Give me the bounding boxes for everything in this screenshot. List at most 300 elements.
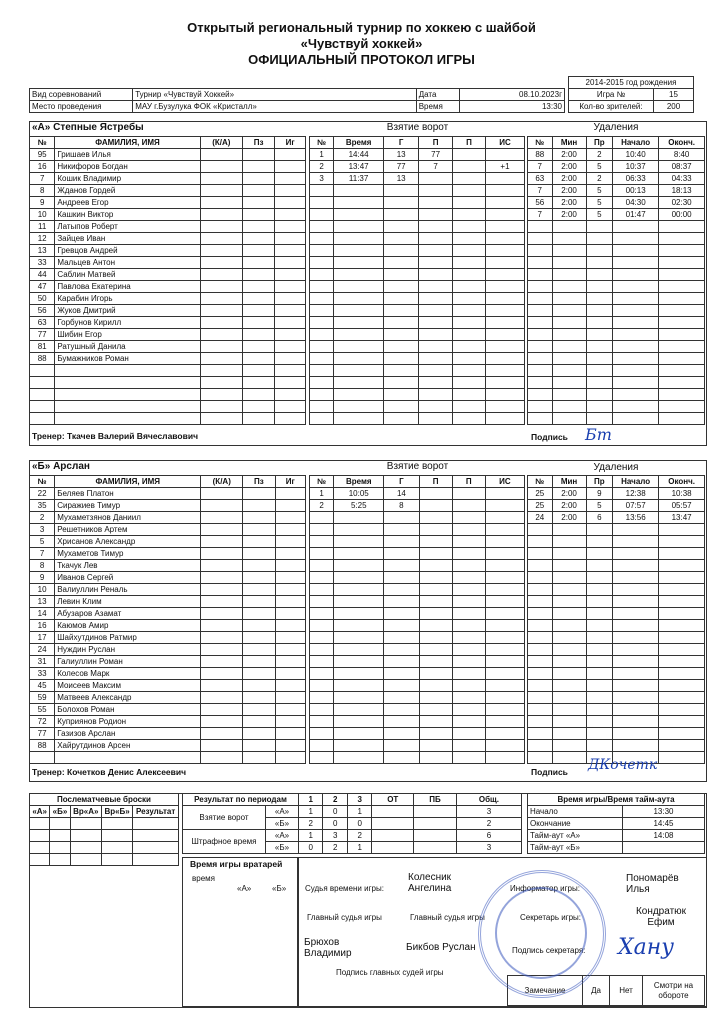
- team-a-roster-pz: [242, 209, 274, 221]
- team-a-roster-number: 56: [30, 305, 55, 317]
- team-a-roster-ig: [275, 293, 306, 305]
- team-b-goal-g: [384, 728, 419, 740]
- team-b-roster-ig: [275, 512, 305, 524]
- team-a-roster-ig: [275, 185, 306, 197]
- goalie-team-b: «Б»: [272, 884, 287, 893]
- team-a-goal-g: [384, 257, 419, 269]
- pen-b-p1: 0: [299, 842, 323, 854]
- team-b-roster-pz: [243, 644, 275, 656]
- team-b-penalty-end: [659, 560, 705, 572]
- team-a-roster-ka: [200, 413, 242, 425]
- team-a-roster-row: [30, 209, 306, 221]
- team-a-roster-pz: [242, 257, 274, 269]
- team-b-roster-ka: [201, 560, 243, 572]
- team-a-roster-ig: [275, 149, 306, 161]
- team-a-goal-time: [334, 353, 384, 365]
- team-b-goal-time: 10:05: [334, 488, 384, 500]
- team-a-penalty-pr: [586, 401, 612, 413]
- team-b-roster-number: 7: [30, 548, 55, 560]
- team-a-goal-no: [310, 269, 334, 281]
- team-b-penalty-min: [552, 572, 586, 584]
- team-a-roster-player-name: Кашкин Виктор: [55, 209, 200, 221]
- team-b-roster-row: [30, 524, 306, 536]
- shootout-col-a: «А»: [30, 806, 50, 818]
- team-a-goal-is: [485, 305, 524, 317]
- team-a-penalty-pr: [586, 329, 612, 341]
- team-a-goal-is: [485, 365, 524, 377]
- timeout-title: Время игры/Время тайм-аута: [528, 794, 705, 806]
- team-a-goal-p2: [452, 161, 485, 173]
- team-a-penalty-row: [528, 245, 705, 257]
- team-a-penalty-row: [528, 185, 705, 197]
- team-b-penalty-row: [528, 644, 705, 656]
- team-a-goal-no: [310, 197, 334, 209]
- team-a-goal-p2: [452, 185, 485, 197]
- team-a-goal-no: [310, 365, 334, 377]
- team-b-penalty-min: 2:00: [552, 500, 586, 512]
- team-b-roster-row: [30, 740, 306, 752]
- team-b-goal-p1: [419, 752, 452, 764]
- team-b-penalties: [527, 475, 705, 764]
- goals-a-total: 3: [456, 806, 521, 818]
- team-a-roster-row: [30, 245, 306, 257]
- team-a-roster-ig: [275, 341, 306, 353]
- team-a-penalty-row: [528, 281, 705, 293]
- team-b-goal-p1: [419, 656, 452, 668]
- team-a-penalty-pr: [586, 365, 612, 377]
- team-b-roster-player-name: Хайрутдинов Арсен: [55, 740, 201, 752]
- team-a-roster-ka: [200, 305, 242, 317]
- team-b-roster-row: [30, 548, 306, 560]
- team-b-goal-g: [384, 716, 419, 728]
- timeout-table: [527, 793, 705, 854]
- team-b-penalty-row: [528, 500, 705, 512]
- team-b-penalties-title: Удаления: [593, 462, 639, 473]
- team-a-goal-p1: [419, 401, 453, 413]
- team-b-goal-row: [310, 704, 525, 716]
- team-a-penalty-end: [659, 269, 705, 281]
- team-b-roster-ig: [275, 560, 305, 572]
- team-a-roster-player-name: Зайцев Иван: [55, 233, 200, 245]
- goalie-team-a: «А»: [237, 884, 252, 893]
- secretary-signature: Хану: [618, 935, 675, 960]
- team-a-goal-row: [310, 401, 525, 413]
- team-a-roster-number: 95: [30, 149, 55, 161]
- team-a-penalty-min: 2:00: [552, 197, 586, 209]
- team-a-goal-is: [485, 293, 524, 305]
- period-col-total: Общ.: [456, 794, 521, 806]
- team-b-penalty-end: [659, 740, 705, 752]
- main-ref2-label: Главный судья игры: [410, 913, 485, 922]
- team-a-penalty-col-3: Начало: [613, 137, 659, 149]
- team-a-goal-p2: [452, 293, 485, 305]
- team-b-penalty-col-0: №: [528, 476, 553, 488]
- team-b-roster-player-name: Сиражиев Тимур: [55, 500, 201, 512]
- team-b-goal-p2: [452, 596, 485, 608]
- team-a-roster-ka: [200, 293, 242, 305]
- team-a-penalty-start: 04:30: [613, 197, 659, 209]
- timeout-a-label: Тайм-аут «А»: [528, 830, 623, 842]
- team-a-roster-pz: [242, 389, 274, 401]
- referees-sign-label: Подпись главных судей игры: [336, 968, 444, 977]
- team-a-penalty-end: [659, 233, 705, 245]
- team-b-roster-row: [30, 500, 306, 512]
- team-b-penalty-row: [528, 620, 705, 632]
- team-b-penalty-row: [528, 680, 705, 692]
- team-a-goals-title: Взятие ворот: [386, 122, 449, 133]
- goals-b-ot: [372, 818, 414, 830]
- team-b-penalty-end: [659, 716, 705, 728]
- team-b-goal-row: [310, 668, 525, 680]
- team-a-penalty-start: [613, 221, 659, 233]
- team-b-goal-no: [310, 512, 334, 524]
- team-b-goal-row: [310, 608, 525, 620]
- team-a-goal-is: [485, 389, 524, 401]
- team-b-penalty-no: [528, 692, 553, 704]
- team-a-roster-row: [30, 197, 306, 209]
- team-b-roster-pz: [243, 728, 275, 740]
- pen-a-p2: 3: [323, 830, 347, 842]
- team-a-roster: [29, 136, 306, 425]
- start-value: 13:30: [623, 806, 705, 818]
- team-b-goal-g: [384, 740, 419, 752]
- team-a-penalty-min: [552, 353, 586, 365]
- team-b-coach-signature: ДКочетк: [588, 757, 658, 773]
- team-b-penalty-col-3: Начало: [613, 476, 659, 488]
- team-a-goal-is: [485, 245, 524, 257]
- team-a-roster-ig: [275, 389, 306, 401]
- team-b-penalty-end: [659, 524, 705, 536]
- team-b-roster-pz: [243, 716, 275, 728]
- team-a-roster-player-name: Павлова Екатерина: [55, 281, 200, 293]
- date-value: 08.10.2023г: [459, 89, 564, 101]
- team-b-roster-ig: [275, 644, 305, 656]
- team-b-roster-ka: [201, 500, 243, 512]
- team-a-roster-col-1: ФАМИЛИЯ, ИМЯ: [55, 137, 200, 149]
- team-a-penalty-start: [613, 305, 659, 317]
- penalty-time-label: Штрафное время: [183, 830, 266, 854]
- team-b-goals: [309, 475, 525, 764]
- team-b-roster-player-name: Куприянов Родион: [55, 716, 201, 728]
- team-b-goal-is: [485, 632, 524, 644]
- team-b-penalty-pr: [586, 692, 612, 704]
- team-b-goal-time: [334, 704, 384, 716]
- pen-b-pb: [414, 842, 457, 854]
- team-a-penalty-end: [659, 329, 705, 341]
- team-a-penalty-pr: [586, 341, 612, 353]
- team-a-goal-g: [384, 353, 419, 365]
- team-a-goal-p1: [419, 185, 453, 197]
- team-a-goal-no: [310, 293, 334, 305]
- team-a-penalty-pr: 5: [586, 161, 612, 173]
- team-b-penalty-end: [659, 596, 705, 608]
- team-a-roster-pz: [242, 281, 274, 293]
- team-b-penalty-end: [659, 656, 705, 668]
- team-a-goal-p1: [419, 221, 453, 233]
- team-b-roster-pz: [243, 752, 275, 764]
- team-a-penalty-end: [659, 317, 705, 329]
- team-b-penalty-end: [659, 536, 705, 548]
- team-a-goal-p1: 7: [419, 161, 453, 173]
- team-a-goal-p2: [452, 221, 485, 233]
- start-label: Начало: [528, 806, 623, 818]
- remark-label: Замечание: [508, 976, 583, 1006]
- team-b-goal-g: [384, 752, 419, 764]
- team-a-goal-p2: [452, 257, 485, 269]
- team-b-penalty-min: [552, 656, 586, 668]
- team-b-goal-no: [310, 656, 334, 668]
- team-b-penalty-start: [613, 680, 659, 692]
- team-b-goal-is: [485, 500, 524, 512]
- team-b-goal-col-5: ИС: [485, 476, 524, 488]
- team-a-penalty-pr: [586, 413, 612, 425]
- team-b-penalty-pr: [586, 680, 612, 692]
- team-a-penalty-pr: [586, 293, 612, 305]
- team-a-goal-g: [384, 185, 419, 197]
- team-b-penalty-pr: [586, 740, 612, 752]
- team-b-penalty-no: [528, 608, 553, 620]
- team-a-penalty-row: [528, 269, 705, 281]
- team-b-penalty-row: [528, 512, 705, 524]
- team-a-penalty-row: [528, 353, 705, 365]
- team-b-roster-row: [30, 728, 306, 740]
- team-b-penalty-pr: [586, 524, 612, 536]
- team-b-goal-g: 14: [384, 488, 419, 500]
- team-b-roster-ka: [201, 656, 243, 668]
- team-b-goals-title: Взятие ворот: [386, 461, 449, 472]
- team-a-goal-row: [310, 353, 525, 365]
- team-b-goal-row: [310, 644, 525, 656]
- team-a-penalty-pr: [586, 245, 612, 257]
- team-a-goal-g: [384, 221, 419, 233]
- team-b-roster-player-name: Моисеев Максим: [55, 680, 201, 692]
- team-a-roster-row: [30, 293, 306, 305]
- team-a-goal-g: [384, 281, 419, 293]
- team-a-roster-ig: [275, 269, 306, 281]
- team-b-roster-player-name: Абузаров Азамат: [55, 608, 201, 620]
- team-a-roster-number: [30, 413, 55, 425]
- team-a-penalty-min: [552, 401, 586, 413]
- team-a-goal-is: [485, 185, 524, 197]
- team-a-goal-p1: [419, 233, 453, 245]
- team-a-penalty-min: [552, 341, 586, 353]
- team-a-goal-no: [310, 233, 334, 245]
- team-a-penalty-pr: [586, 233, 612, 245]
- team-a-roster-ig: [275, 365, 306, 377]
- team-a-goal-no: 2: [310, 161, 334, 173]
- team-b-goal-is: [485, 608, 524, 620]
- team-a-roster-player-name: Гришаев Илья: [55, 149, 200, 161]
- team-b-roster-ka: [201, 716, 243, 728]
- team-a-goal-is: [485, 401, 524, 413]
- goals-b-pb: [414, 818, 457, 830]
- team-b-roster-number: 31: [30, 656, 55, 668]
- team-a-penalty-end: [659, 353, 705, 365]
- team-b-goal-is: [485, 752, 524, 764]
- team-b-goal-col-0: №: [310, 476, 334, 488]
- team-b-penalty-start: [613, 608, 659, 620]
- period-results-table: [182, 793, 522, 854]
- team-a-penalty-no: [528, 257, 553, 269]
- team-a-penalty-start: [613, 245, 659, 257]
- team-a-goal-no: 1: [310, 149, 334, 161]
- team-a-penalty-row: [528, 365, 705, 377]
- team-a-penalties: [527, 136, 705, 425]
- team-b-penalty-pr: [586, 704, 612, 716]
- team-b-roster-row: [30, 668, 306, 680]
- team-b-roster-ka: [201, 536, 243, 548]
- team-a-roster-player-name: Горбунов Кирилл: [55, 317, 200, 329]
- team-b-penalty-no: [528, 536, 553, 548]
- team-a-penalty-row: [528, 173, 705, 185]
- team-a-penalty-end: [659, 281, 705, 293]
- team-a-roster-ka: [200, 281, 242, 293]
- team-a-penalty-no: 7: [528, 185, 553, 197]
- team-b-penalty-pr: 6: [586, 512, 612, 524]
- team-a-penalty-end: [659, 245, 705, 257]
- team-a-goal-no: [310, 245, 334, 257]
- team-b-goal-p1: [419, 596, 452, 608]
- team-a-goal-p2: [452, 209, 485, 221]
- team-a-goal-g: [384, 389, 419, 401]
- team-b-roster-ig: [275, 632, 305, 644]
- team-a-goal-g: [384, 269, 419, 281]
- team-a-roster-number: 11: [30, 221, 55, 233]
- team-a-goal-p2: [452, 269, 485, 281]
- team-b-goal-time: [334, 716, 384, 728]
- team-b-penalty-pr: [586, 584, 612, 596]
- referee-1-name: Брюхов Владимир: [304, 937, 352, 959]
- place-value: МАУ г.Бузулука ФОК «Кристалл»: [133, 101, 417, 113]
- team-b-goal-is: [485, 644, 524, 656]
- team-b-roster-pz: [243, 488, 275, 500]
- team-a-penalty-start: [613, 341, 659, 353]
- team-b-goal-p2: [452, 620, 485, 632]
- team-a-goal-g: [384, 377, 419, 389]
- team-b-roster-ig: [275, 656, 305, 668]
- team-a-penalty-min: 2:00: [552, 149, 586, 161]
- team-a-penalty-min: 2:00: [552, 161, 586, 173]
- team-b-goal-no: [310, 728, 334, 740]
- team-b-goal-g: [384, 620, 419, 632]
- team-b-roster-ig: [275, 536, 305, 548]
- team-a-goal-is: [485, 257, 524, 269]
- team-a-goal-time: 13:47: [334, 161, 384, 173]
- team-a-roster-ig: [275, 221, 306, 233]
- team-b-penalty-no: [528, 704, 553, 716]
- team-a-goal-is: [485, 221, 524, 233]
- team-b-penalty-row: [528, 704, 705, 716]
- team-a-penalty-min: [552, 377, 586, 389]
- team-b-roster-ig: [275, 680, 305, 692]
- team-b-penalty-pr: [586, 656, 612, 668]
- goalie-title: Время игры вратарей: [190, 859, 283, 869]
- team-b-penalty-no: [528, 572, 553, 584]
- team-a-roster-ka: [200, 269, 242, 281]
- shootout-col-b: «Б»: [50, 806, 70, 818]
- team-a-goal-no: [310, 401, 334, 413]
- team-a-goal-row: [310, 281, 525, 293]
- team-b-penalty-end: [659, 572, 705, 584]
- team-b-roster-pz: [243, 572, 275, 584]
- team-a-goal-row: [310, 317, 525, 329]
- team-a-roster-pz: [242, 245, 274, 257]
- team-a-goal-time: [334, 377, 384, 389]
- team-b-goal-no: [310, 668, 334, 680]
- team-a-roster-ka: [200, 365, 242, 377]
- team-a-penalty-row: [528, 401, 705, 413]
- team-b-roster-ig: [275, 584, 305, 596]
- team-b-penalty-end: [659, 692, 705, 704]
- team-a-penalty-min: [552, 245, 586, 257]
- team-b-penalty-pr: [586, 560, 612, 572]
- team-b-roster-player-name: [55, 752, 201, 764]
- team-b-penalty-start: 12:38: [613, 488, 659, 500]
- team-b-goal-col-3: П: [419, 476, 452, 488]
- team-b-roster-pz: [243, 584, 275, 596]
- team-b-penalty-min: [552, 668, 586, 680]
- team-b-penalty-min: [552, 524, 586, 536]
- team-a-roster-row: [30, 341, 306, 353]
- team-b-goal-p2: [452, 704, 485, 716]
- team-b-roster-row: [30, 560, 306, 572]
- team-b-goal-no: [310, 740, 334, 752]
- timekeeper-name: Колесник Ангелина: [408, 872, 452, 894]
- team-a-roster-ka: [200, 245, 242, 257]
- team-a-roster-col-0: №: [30, 137, 55, 149]
- team-a-roster-number: [30, 389, 55, 401]
- team-a-goal-no: [310, 185, 334, 197]
- team-b-roster-ka: [201, 740, 243, 752]
- team-a-roster-number: 9: [30, 197, 55, 209]
- team-a-penalty-end: [659, 377, 705, 389]
- team-b-penalty-start: [613, 644, 659, 656]
- team-a-penalty-row: [528, 377, 705, 389]
- team-a-penalty-pr: [586, 353, 612, 365]
- team-b-goal-p2: [452, 572, 485, 584]
- team-b-goal-col-2: Г: [384, 476, 419, 488]
- team-a-roster-ig: [275, 233, 306, 245]
- team-a-penalty-row: [528, 209, 705, 221]
- team-b-penalty-start: [613, 728, 659, 740]
- pen-a-pb: [414, 830, 457, 842]
- team-b-penalty-row: [528, 572, 705, 584]
- team-b-penalty-min: 2:00: [552, 512, 586, 524]
- team-a-roster-row: [30, 185, 306, 197]
- team-b-penalty-no: 24: [528, 512, 553, 524]
- team-b-goal-no: [310, 752, 334, 764]
- team-a-goal-p2: [452, 341, 485, 353]
- team-b-goal-g: [384, 680, 419, 692]
- team-b-roster-ka: [201, 596, 243, 608]
- team-a-penalty-start: 10:37: [613, 161, 659, 173]
- team-b-goal-row: [310, 584, 525, 596]
- team-a-penalty-end: 8:40: [659, 149, 705, 161]
- team-a-penalty-no: [528, 221, 553, 233]
- team-b-roster-player-name: Беляев Платон: [55, 488, 201, 500]
- team-b-goal-no: [310, 524, 334, 536]
- team-a-penalty-min: [552, 329, 586, 341]
- team-a-goal-is: [485, 209, 524, 221]
- team-b-roster-pz: [243, 704, 275, 716]
- team-a-roster-ig: [275, 377, 306, 389]
- team-b-roster-number: 9: [30, 572, 55, 584]
- team-a-roster-pz: [242, 149, 274, 161]
- team-b-penalty-start: [613, 620, 659, 632]
- team-b-goal-p1: [419, 680, 452, 692]
- team-a-goal-row: [310, 161, 525, 173]
- team-a-penalty-start: [613, 365, 659, 377]
